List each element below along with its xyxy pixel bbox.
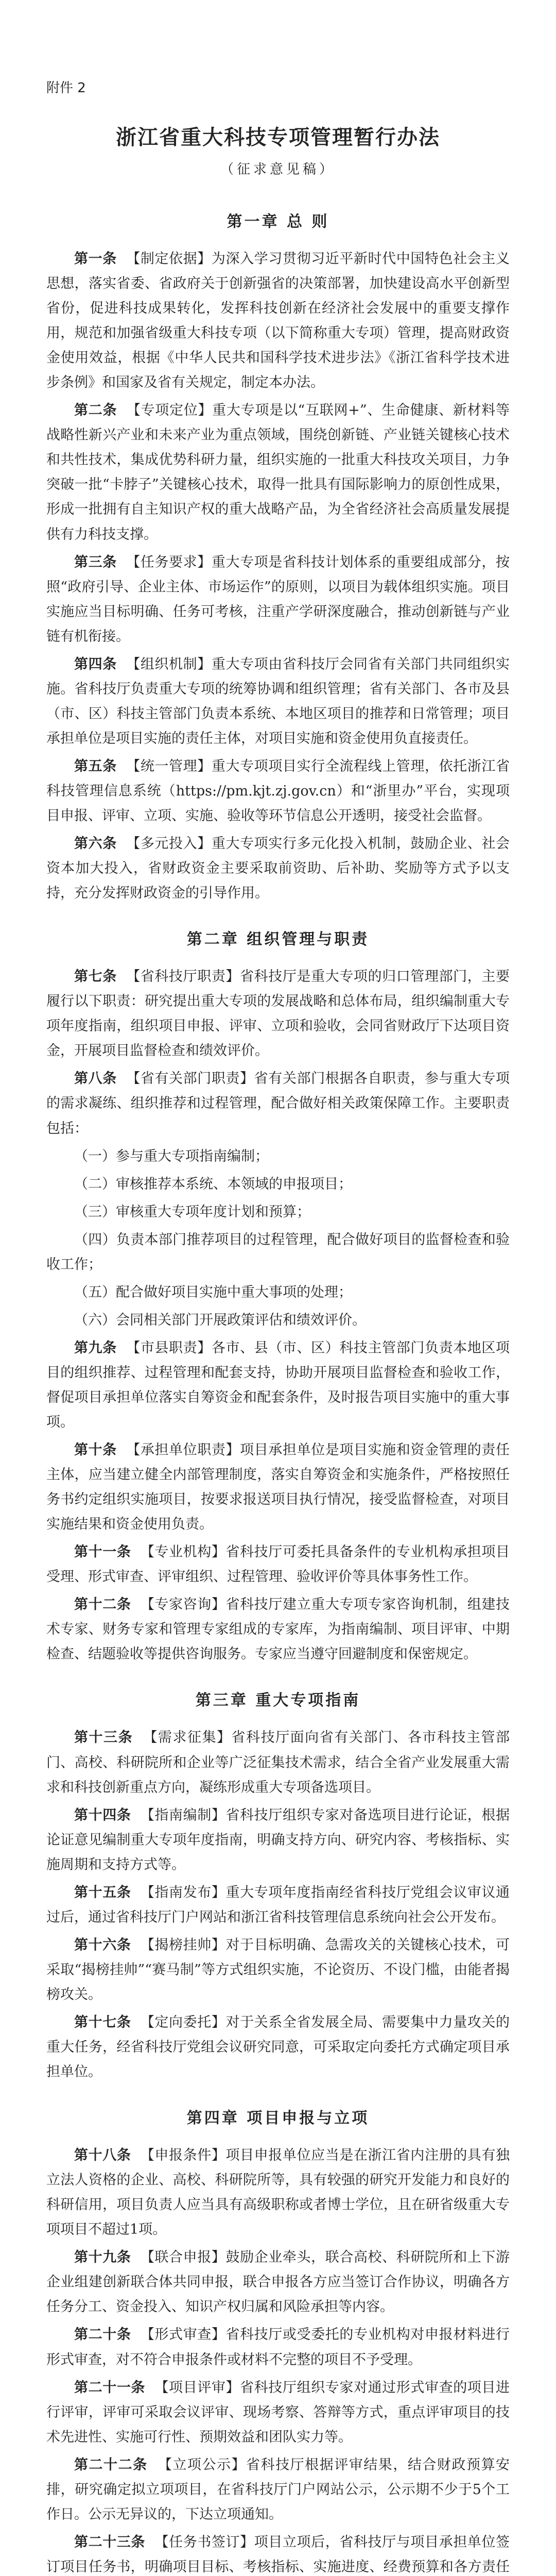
article-text: 【多元投入】重大专项实行多元化投入机制，鼓励企业、社会资本加大投入，省财政资金主要采取前资助、后补助、奖励等方式予以支持，充分发挥财政资金的引导作用。 — [46, 836, 510, 902]
chapter-heading: 第一章 总 则 — [227, 213, 329, 231]
chapter-heading: 第四章 项目申报与立项 — [186, 2109, 370, 2128]
article-paragraph — [46, 1336, 510, 1435]
document-title: 浙江省重大科技专项管理暂行办法 — [116, 126, 440, 149]
article-number: 第十二条 — [74, 1597, 131, 1613]
article-paragraph — [46, 2453, 510, 2527]
article-number: 第五条 — [74, 758, 117, 774]
article-paragraph — [46, 832, 510, 906]
article-paragraph — [46, 1933, 510, 2007]
article-paragraph — [46, 2376, 510, 2450]
article-number: 第十九条 — [74, 2249, 131, 2266]
article-text: 【任务书签订】项目立项后，省科技厅与项目承担单位签订项目任务书，明确项目目标、考核指标、实施进度、经费预算和各方责任 — [46, 2534, 510, 2575]
article-number: 第二十二条 — [74, 2456, 148, 2473]
article-paragraph — [46, 1438, 510, 1537]
list-item: （六）会同相关部门开展政策评估和绩效评价。 — [74, 1312, 366, 1328]
article-paragraph — [46, 1540, 510, 1589]
article-number: 第十八条 — [74, 2147, 131, 2164]
list-item: （三）审核重大专项年度计划和预算； — [74, 1204, 310, 1220]
article-paragraph — [46, 754, 510, 828]
article-paragraph — [46, 1066, 510, 1141]
article-text: 【专业机构】省科技厅可委托具备条件的专业机构承担项目受理、形式审查、评审组织、过程管理、验收评价等具体事务性工作。 — [46, 1544, 510, 1585]
article-number: 第二十一条 — [74, 2379, 146, 2396]
article-number: 第三条 — [74, 554, 117, 570]
article-text: 【统一管理】重大专项项目实行全流程线上管理，依托浙江省科技管理信息系统（https://pm.kjt.zj.gov.cn）和“浙里办”平台，实现项目申报、评审、立项、实施、验收等环节信息公开透明，接受社会监督。 — [46, 758, 510, 824]
article-paragraph — [46, 398, 510, 547]
article-text: 【承担单位职责】项目承担单位是项目实施和资金管理的责任主体，应当建立健全内部管理制度，落实自筹资金和实施条件，严格按照任务书约定组织实施项目，按要求报送项目执行情况，接受监督检查，对项目实施结果和资金使用负责。 — [46, 1442, 510, 1533]
article-number: 第十三条 — [74, 1730, 133, 1746]
chapter-heading: 第三章 重大专项指南 — [195, 1691, 361, 1710]
article-number: 第十一条 — [74, 1544, 131, 1561]
article-paragraph — [46, 1880, 510, 1930]
document-subtitle: （征求意见稿） — [220, 162, 336, 177]
article-number: 第七条 — [74, 969, 117, 985]
article-number: 第十五条 — [74, 1884, 131, 1901]
chapter-heading: 第二章 组织管理与职责 — [186, 930, 370, 949]
article-paragraph — [46, 652, 510, 751]
article-text: 【需求征集】省科技厅面向省有关部门、各市科技主管部门、高校、科研院所和企业等广泛征集技术需求，结合全省产业发展重大需求和科技创新重点方向，凝练形成重大专项备选项目。 — [46, 1730, 510, 1795]
article-paragraph — [46, 1592, 510, 1667]
article-number: 第六条 — [74, 836, 117, 852]
article-paragraph — [46, 550, 510, 649]
attachment-label: 附件 2 — [46, 80, 86, 96]
article-text: 【专家咨询】省科技厅建立重大专项专家咨询机制，组建技术专家、财务专家和管理专家组成的专家库，为指南编制、项目评审、中期检查、结题验收等提供咨询服务。专家应当遵守回避制度和保密规定。 — [46, 1597, 510, 1663]
article-text: 【定向委托】对于关系全省发展全局、需要集中力量攻关的重大任务，经省科技厅党组会议研究同意，可采取定向委托方式确定项目承担单位。 — [46, 2014, 510, 2080]
article-number: 第四条 — [74, 656, 117, 672]
list-item: （二）审核推荐本系统、本领域的申报项目； — [74, 1176, 352, 1192]
article-paragraph — [46, 1725, 510, 1800]
article-text: 【指南发布】重大专项年度指南经省科技厅党组会议审议通过后，通过省科技厅门户网站和浙江省科技管理信息系统向社会公开发布。 — [46, 1884, 510, 1925]
article-number: 第二十条 — [74, 2327, 131, 2343]
article-text: 【立项公示】省科技厅根据评审结果，结合财政预算安排，研究确定拟立项项目，在省科技厅门户网站公示，公示期不少于5个工作日。公示无异议的，下达立项通知。 — [46, 2456, 510, 2522]
article-text: 【专项定位】重大专项是以“互联网+”、生命健康、新材料等战略性新兴产业和未来产业为重点领域，围绕创新链、产业链关键核心技术和共性技术，集成优势科研力量，组织实施的一批重大科技攻关项目，力争突破一批“卡脖子”关键核心技术，取得一批具有国际影响力的原创性成果，形成一批拥有自主知识产权的重大战略产品，为全省经济社会高质量发展提供有力科技支撑。 — [46, 402, 510, 543]
article-text: 【形式审查】省科技厅或受委托的专业机构对申报材料进行形式审查，对不符合申报条件或材料不完整的项目不予受理。 — [46, 2327, 510, 2368]
article-number: 第十四条 — [74, 1807, 131, 1823]
article-paragraph — [46, 2143, 510, 2242]
article-text: 【省科技厅职责】省科技厅是重大专项的归口管理部门，主要履行以下职责：研究提出重大专项的发展战略和总体布局，组织编制重大专项年度指南，组织项目申报、评审、立项和验收，会同省财政厅下达项目资金，开展项目监督检查和绩效评价。 — [46, 969, 510, 1059]
article-number: 第二十三条 — [74, 2534, 146, 2550]
article-paragraph — [46, 2530, 510, 2576]
article-number: 第九条 — [74, 1340, 117, 1356]
list-item: （一）参与重大专项指南编制； — [74, 1148, 269, 1164]
article-paragraph — [46, 2245, 510, 2319]
article-paragraph — [46, 247, 510, 395]
article-text: 【组织机制】重大专项由省科技厅会同省有关部门共同组织实施。省科技厅负责重大专项的统筹协调和组织管理；省有关部门、各市及县（市、区）科技主管部门负责本系统、本地区项目的推荐和日常管理；项目承担单位是项目实施的责任主体，对项目实施和资金使用负直接责任。 — [46, 656, 510, 747]
article-text: 【申报条件】项目申报单位应当是在浙江省内注册的具有独立法人资格的企业、高校、科研院所等，具有较强的研究开发能力和良好的科研信用，项目负责人应当具有高级职称或者博士学位，且在研省级重大专项项目不超过1项。 — [46, 2147, 510, 2238]
article-text: 【任务要求】重大专项是省科技计划体系的重要组成部分，按照“政府引导、企业主体、市场运作”的原则，以项目为载体组织实施。项目实施应当目标明确、任务可考核，注重产学研深度融合，推动创新链与产业链有机衔接。 — [46, 554, 510, 645]
article-text: 【揭榜挂帅】对于目标明确、急需攻关的关键核心技术，可采取“揭榜挂帅”“赛马制”等方式组织实施，不论资历、不设门槛，由能者揭榜攻关。 — [46, 1937, 510, 2003]
article-text: 【市县职责】各市、县（市、区）科技主管部门负责本地区项目的组织推荐、过程管理和配套支持，协助开展项目监督检查和验收工作，督促项目承担单位落实自筹资金和配套条件，及时报告项目实施中的重大事项。 — [46, 1340, 510, 1431]
article-number: 第八条 — [74, 1071, 117, 1087]
article-text: 【项目评审】省科技厅组织专家对通过形式审查的项目进行评审，评审可采取会议评审、现场考察、答辩等方式，重点评审项目的技术先进性、实施可行性、预期效益和团队实力等。 — [46, 2379, 510, 2445]
article-text: 【联合申报】鼓励企业牵头，联合高校、科研院所和上下游企业组建创新联合体共同申报，联合申报各方应当签订合作协议，明确各方任务分工、资金投入、知识产权归属和风险承担等内容。 — [46, 2249, 510, 2315]
article-paragraph — [46, 964, 510, 1063]
article-number: 第十六条 — [74, 1937, 131, 1953]
article-number: 第十七条 — [74, 2014, 131, 2030]
article-paragraph — [46, 2010, 510, 2084]
article-number: 第一条 — [74, 251, 117, 267]
article-text: 【省有关部门职责】省有关部门根据各自职责，参与重大专项的需求凝练、组织推荐和过程管理，配合做好相关政策保障工作。主要职责包括： — [46, 1071, 510, 1137]
document-body — [46, 209, 510, 2576]
article-number: 第二条 — [74, 402, 117, 419]
article-paragraph — [46, 1803, 510, 1877]
article-number: 第十条 — [74, 1442, 117, 1459]
article-text: 【指南编制】省科技厅组织专家对备选项目进行论证，根据论证意见编制重大专项年度指南，明确支持方向、研究内容、考核指标、实施周期和支持方式等。 — [46, 1807, 510, 1873]
list-item: （四）负责本部门推荐项目的过程管理，配合做好项目的监督检查和验收工作； — [46, 1231, 510, 1273]
article-text: 【制定依据】为深入学习贯彻习近平新时代中国特色社会主义思想，落实省委、省政府关于创新强省的决策部署，加快建设高水平创新型省份，促进科技成果转化，发挥科技创新在经济社会发展中的重要支撑作用，规范和加强省级重大科技专项（以下简称重大专项）管理，提高财政资金使用效益，根据《中华人民共和国科学技术进步法》《浙江省科学技术进步条例》和国家及省有关规定，制定本办法。 — [46, 251, 510, 391]
list-item: （五）配合做好项目实施中重大事项的处理； — [74, 1284, 352, 1300]
article-paragraph — [46, 2323, 510, 2372]
